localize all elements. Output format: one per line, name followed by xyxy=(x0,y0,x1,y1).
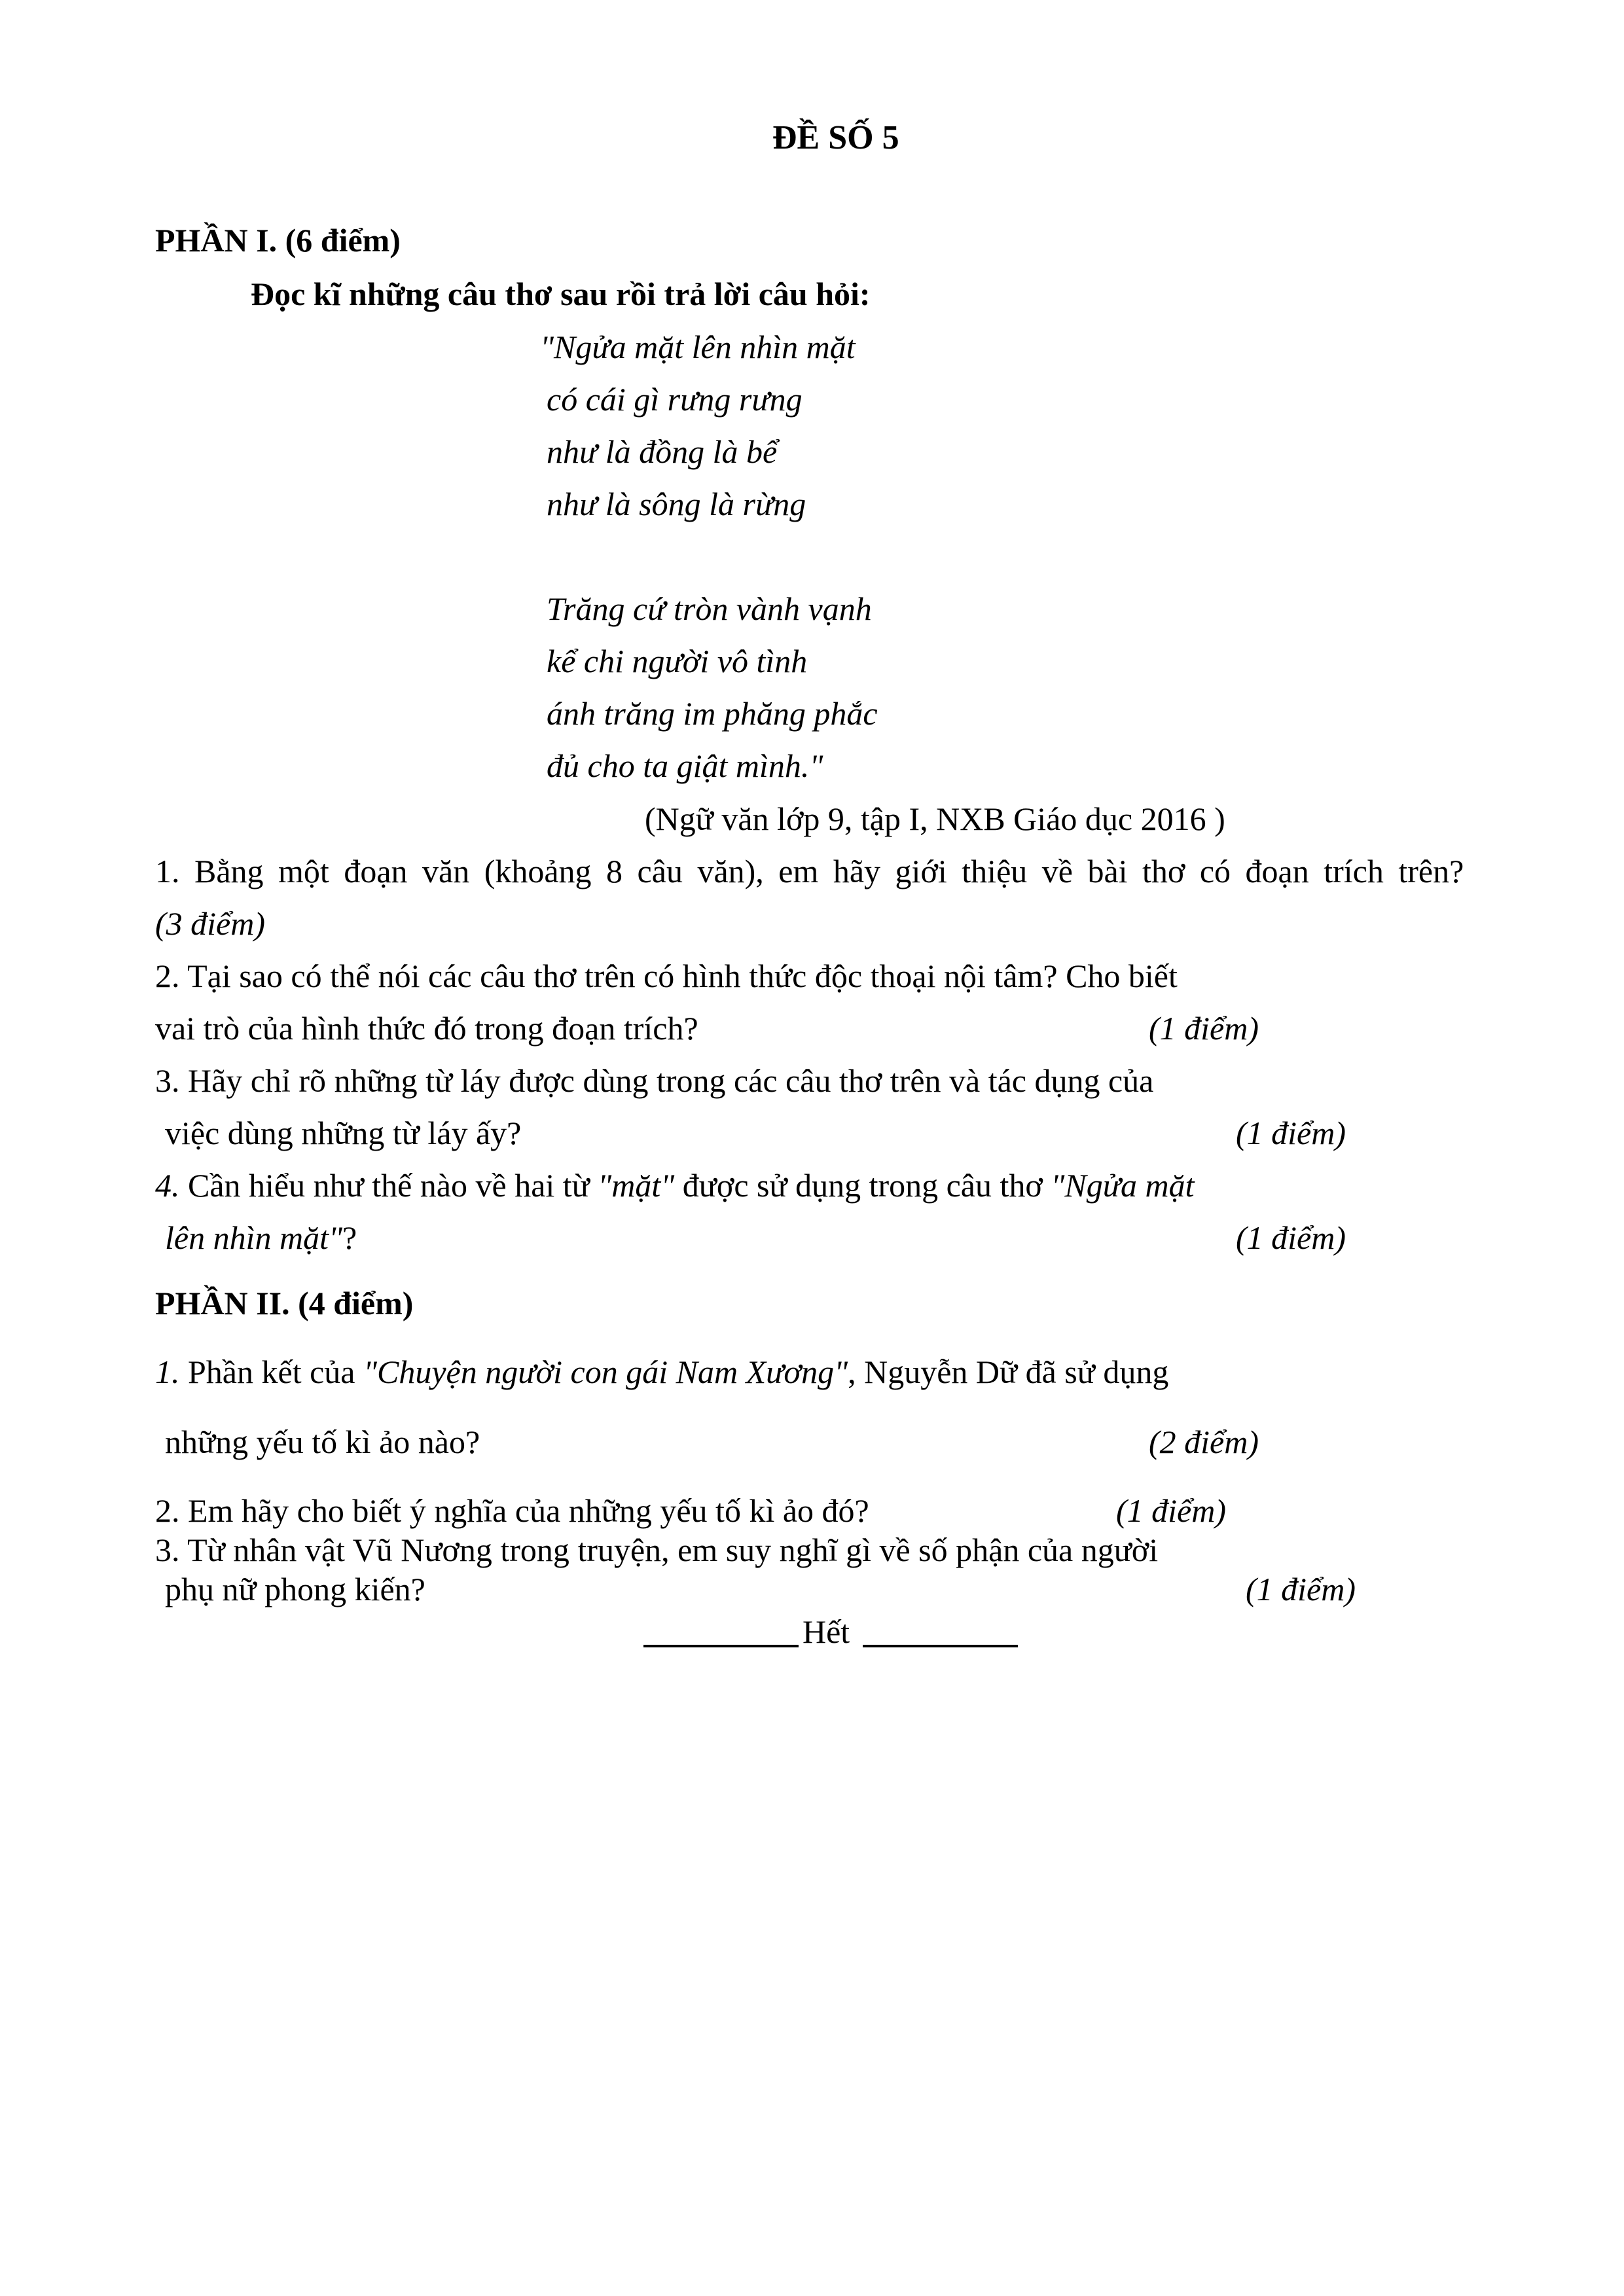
part1-question-2: 2. Tại sao có thể nói các câu thơ trên có hình thức độc thoại nội tâm? Cho biết xyxy=(155,958,1178,994)
part1-question-2-cont: vai trò của hình thức đó trong đoạn trích? xyxy=(155,1010,698,1047)
p2q1-story-title: "Chuyện người con gái Nam Xương" xyxy=(363,1354,848,1390)
part1-question-1-points: (3 điểm) xyxy=(155,905,265,942)
part2-question-3-points: (1 điểm) xyxy=(1246,1571,1356,1607)
part1-question-4-cont xyxy=(165,1221,357,1254)
part1-question-3-points: (1 điểm) xyxy=(1236,1115,1346,1151)
poem-line: đủ cho ta giật mình." xyxy=(547,747,823,784)
poem-line: như là đồng là bể xyxy=(547,433,778,470)
poem-line: như là sông là rừng xyxy=(547,486,806,522)
part2-question-3: 3. Từ nhân vật Vũ Nương trong truyện, em suy nghĩ gì về số phận của người xyxy=(155,1532,1159,1568)
end-rule-right xyxy=(863,1645,1018,1647)
part1-question-2-points: (1 điểm) xyxy=(1149,1010,1259,1047)
p2q1-text-c: , Nguyễn Dữ đã sử dụng xyxy=(848,1354,1169,1390)
part1-heading: PHẦN I. (6 điểm) xyxy=(155,222,401,259)
q4-text-c: được sử dụng trong câu thơ xyxy=(682,1167,1043,1204)
q4-quote-line: "Ngửa mặt xyxy=(1051,1167,1195,1204)
q4-number: 4. xyxy=(155,1167,180,1204)
end-rule-left xyxy=(643,1645,799,1647)
p2q1-text-a: Phần kết của xyxy=(188,1354,355,1390)
poem-line: kể chi người vô tình xyxy=(547,643,808,679)
part2-question-2-points: (1 điểm) xyxy=(1116,1492,1226,1529)
q4-quote-mat: "mặt" xyxy=(598,1167,675,1204)
part2-question-1-points: (2 điểm) xyxy=(1149,1424,1259,1460)
poem-line: Trăng cứ tròn vành vạnh xyxy=(547,590,872,627)
q4-question-mark: ? xyxy=(342,1219,357,1256)
part1-question-3-cont: việc dùng những từ láy ấy? xyxy=(165,1115,522,1151)
poem-line: "Ngửa mặt lên nhìn mặt xyxy=(540,329,856,365)
part1-question-1: 1. Bằng một đoạn văn (khoảng 8 câu văn), em hãy giới thiệu về bài thơ có đoạn trích trên? xyxy=(155,853,1464,889)
part1-instruction: Đọc kĩ những câu thơ sau rồi trả lời câu hỏi: xyxy=(251,276,871,312)
part1-question-3: 3. Hãy chỉ rõ những từ láy được dùng trong các câu thơ trên và tác dụng của xyxy=(155,1062,1154,1099)
q4-text-a: Cần hiểu như thế nào về hai từ xyxy=(188,1167,590,1204)
part1-question-4 xyxy=(155,1169,1194,1202)
poem-line: ánh trăng im phăng phắc xyxy=(547,695,878,732)
part2-question-2: 2. Em hãy cho biết ý nghĩa của những yếu tố kì ảo đó? xyxy=(155,1492,869,1529)
part2-question-3-cont: phụ nữ phong kiến? xyxy=(165,1571,425,1607)
part2-question-1 xyxy=(155,1355,1168,1388)
p2q1-number: 1. xyxy=(155,1354,180,1390)
poem-line: có cái gì rưng rưng xyxy=(547,381,803,418)
part2-question-1-cont: những yếu tố kì ảo nào? xyxy=(165,1424,480,1460)
poem-source: (Ngữ văn lớp 9, tập I, NXB Giáo dục 2016 ) xyxy=(645,800,1225,837)
part2-heading: PHẦN II. (4 điểm) xyxy=(155,1285,414,1321)
q4-quote-end: lên nhìn mặt" xyxy=(165,1219,342,1256)
page-title: ĐỀ SỐ 5 xyxy=(772,119,899,156)
end-marker: Hết xyxy=(803,1613,850,1650)
part1-question-4-points: (1 điểm) xyxy=(1236,1219,1346,1256)
